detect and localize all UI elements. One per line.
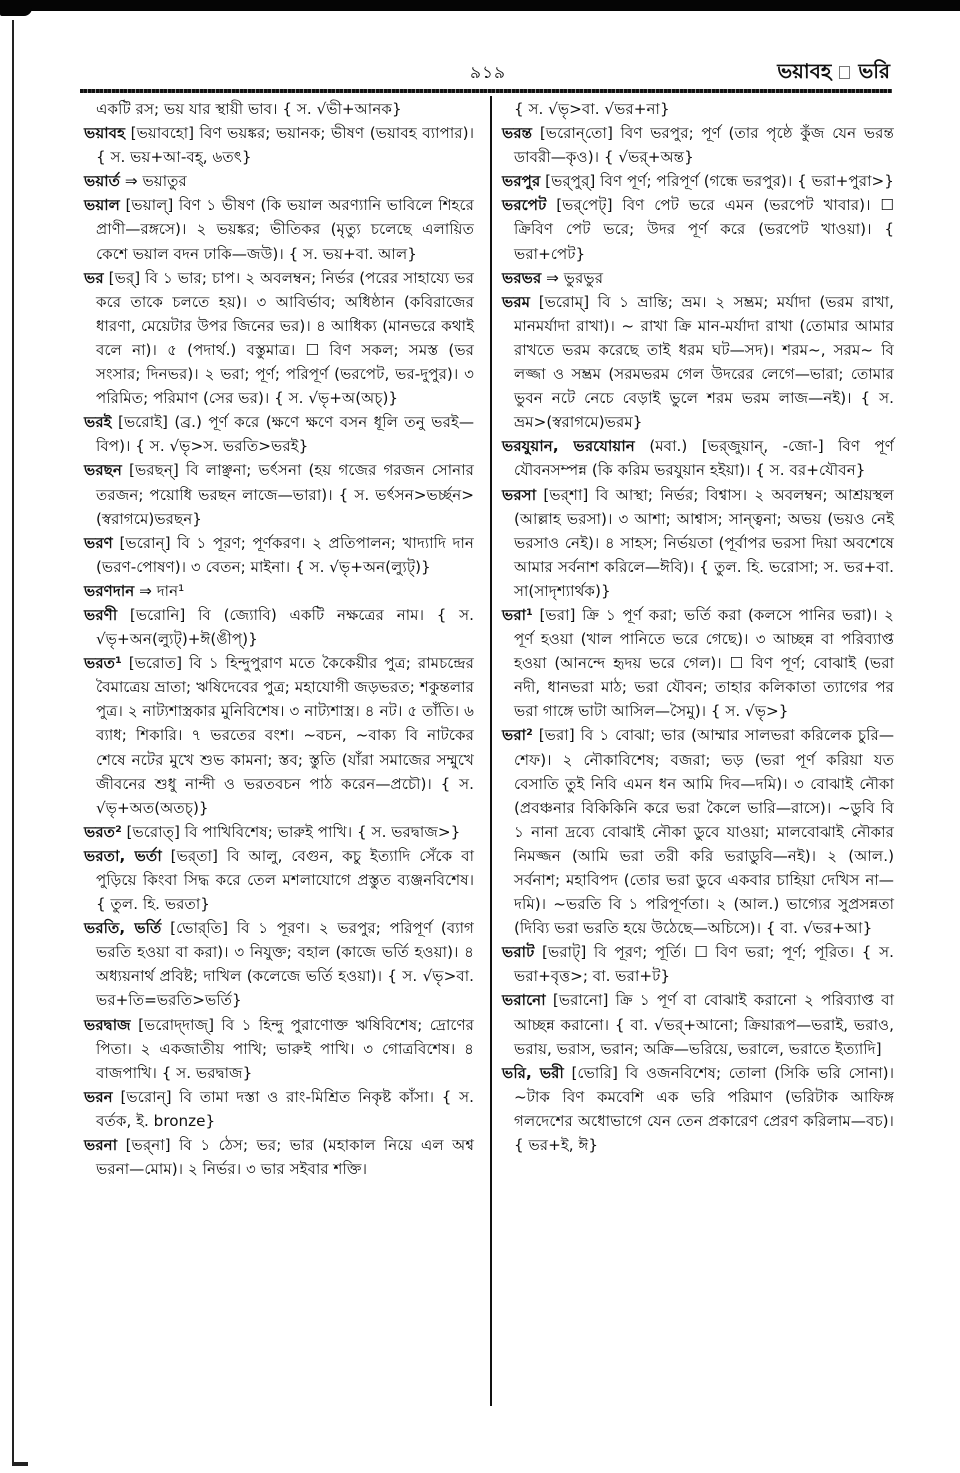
entry-definition: [ভর্‌শা] বি আস্থা; নির্ভর; বিশ্বাস। ২ অবলম্বন; আশ্রয়স্থল (আল্লাহ ভরসা)। ৩ আশা; আশ্বাস; সান্ত্বনা; অভয় (ভয়ও নেই ভরসাও নেই)। ৪ সাহস; নির্ভয়তা (পূর্বাপর ভরসা দিয়া অবশেষে আমার সর্বনাশ করিলে—ঈবি)। { তুল. হি. ভরোসা; স. ভর+বা. সা(সাদৃশ্যার্থক)}	[514, 485, 894, 600]
scan-corner-mark	[0, 0, 32, 16]
page-header	[0, 55, 960, 85]
entry-definition: [ভরানো] ক্রি ১ পূর্ণ বা বোঝাই করানো ২ পরিব্যাপ্ত বা আচ্ছন্ন করানো। { বা. √ভর্‌+আনো; ক্রিয়ারূপ—ভরাই, ভরাও, ভরায়, ভরাস, ভরান; অক্রি—ভরিয়ে, ভরালে, ভরাতে ইত্যাদি]	[514, 991, 894, 1058]
entry-definition: [ভর্‌] বি ১ ভার; চাপ। ২ অবলম্বন; নির্ভর (পরের সাহায্যে ভর করে তাকে চলতে হয়)। ৩ আবির্ভাব; অধিষ্ঠান (কবিরাজের ধারণা, মেয়েটার উপর জিনের ভর)। ৪ আধিক্য (মানভরে কথাই বলে না)। ৫ (পদার্থ.) বস্তুমাত্র। ☐ বিণ সকল; সমস্ত (ভর সংসার; দিনভর)। ২ ভরা; পূর্ণ; পরিপূর্ণ (ভরপেট, ভর-দুপুর)। ৩ পরিমিত; পরিমাণ (সের ভর)। { স. √ভৃ+অ(অচ্‌)}	[96, 268, 474, 408]
entry-headword: ভরা²	[502, 726, 533, 745]
entry-headword: ভরাট	[502, 943, 535, 962]
dictionary-entry	[84, 169, 474, 193]
entry-definition: ⇒ ভুরভুর	[546, 268, 604, 287]
dictionary-entry	[502, 290, 894, 435]
column-divider	[490, 96, 492, 1406]
guide-separator-icon	[839, 66, 850, 79]
running-head	[777, 57, 890, 90]
entry-headword: ভরণী	[84, 605, 118, 624]
entry-definition: [ভর্‌না] বি ১ ঠেস; ভর; ভার (মহাকাল নিয়ে এল অশ্ব ভরনা—মোম)। ২ নির্ভর। ৩ ভার সইবার শক্তি।	[96, 1136, 474, 1179]
dictionary-entry	[84, 1013, 474, 1085]
dictionary-entry	[84, 531, 474, 579]
dictionary-entry	[502, 266, 894, 290]
dictionary-entry	[502, 97, 894, 121]
dictionary-entry	[502, 434, 894, 482]
right-column	[502, 97, 894, 1157]
dictionary-entry	[502, 603, 894, 723]
entry-headword: ভরছন	[84, 461, 122, 480]
dictionary-entry	[84, 1085, 474, 1133]
dictionary-entry	[84, 844, 474, 916]
entry-definition: [ভর্‌পুর্‌] বিণ পূর্ণ; পরিপূর্ণ (গন্ধে ভরপুর)। { ভরা+পুরা>}	[545, 172, 894, 191]
dictionary-entry	[84, 266, 474, 411]
entry-headword: ভরপুর	[502, 172, 541, 191]
entry-headword: ভরণ	[84, 533, 113, 552]
header-rule	[80, 89, 892, 93]
entry-headword: ভরপেট	[502, 196, 547, 215]
entry-headword: ভরন্ত	[502, 124, 533, 143]
entry-definition: (মবা.) [ভর্‌জুয়ান্‌, -জো-] বিণ পূর্ণ যৌবনসম্পন্ন (কি করিম ভরযুয়ান হইয়া)। { স. বর+যৌবন}	[514, 437, 894, 480]
dictionary-entry	[502, 723, 894, 940]
dictionary-entry	[84, 916, 474, 1012]
entry-definition: [ভরোন্‌] বি তামা দস্তা ও রাং-মিশ্রিত নিকৃষ্ট কাঁসা। { স. বর্তক, ই. bronze}	[96, 1087, 474, 1130]
entry-headword: ভরত²	[84, 822, 122, 841]
entry-headword: ভয়াল	[84, 196, 120, 215]
entry-definition: [ভরা] বি ১ বোঝা; ভার (আম্মার সালভরা করিলেক চুরি—শেফ)। ২ নৌকাবিশেষ; বজরা; ভড় (ভরা পূর্ণ করিয়া যত বেসাতি তুই নিবি এমন ধন আমি দিব—দমি)। ৩ বোঝাই নৌকা (প্রবঞ্চনার বিকিকিনি করে ভরা কৈলে ভারি—রাসে)। ~ডুবি বি ১ নানা দ্রব্যে বোঝাই নৌকা ডুবে যাওয়া; মালবোঝাই নৌকার নিমজ্জন (আমি ভরা তরী করি ভরাডুবি—নই)। ২ (আল.) সর্বনাশ; মহাবিপদ (তোর ভরা ডুবে একবার চাহিয়া দেখিস না—দমি)। ~ভরতি বি ১ পরিপূর্ণতা। ২ (আল.) ভাগ্যের সুপ্রসন্নতা (দিব্যি ভরা ভরতি হয়ে উঠেছে—অচিসে)। { বা. √ভর+আ}	[514, 726, 895, 938]
entry-headword: ভরতি, ভর্তি	[84, 919, 162, 938]
entry-definition: [ভরোত্‌] বি পাখিবিশেষ; ভারুই পাখি। { স. ভরদ্বাজ>}	[126, 822, 461, 841]
entry-definition: [ভর্‌তা] বি আলু, বেগুন, কচু ইত্যাদি সেঁকে বা পুড়িয়ে কিংবা সিদ্ধ করে তেল মশলাযোগে প্রস্তুত ব্যঞ্জনবিশেষ। { তুল. হি. ভরতা}	[96, 846, 475, 914]
entry-headword: ভয়াবহ	[84, 124, 126, 143]
guide-word-first: ভয়াবহ	[777, 59, 832, 83]
page-number: ৯১৯	[470, 63, 507, 83]
entry-definition: [ভরোন্‌] বি ১ পূরণ; পূর্ণকরণ। ২ প্রতিপালন; খাদ্যাদি দান (ভরণ-পোষণ)। ৩ বেতন; মাইনা। { স. √ভৃ+অন(ল্যুট্‌)}	[96, 533, 474, 576]
entry-headword: ভরসা	[502, 485, 537, 504]
entry-headword: ভরভর	[502, 268, 542, 287]
entry-headword: ভরি, ভরী	[502, 1063, 564, 1082]
entry-headword: ভরা¹	[502, 605, 533, 624]
entry-definition: [ভরোদ্‌দাজ্‌] বি ১ হিন্দু পুরাণোক্ত ঋষিবিশেষ; দ্রোণের পিতা। ২ একজাতীয় পাখি; ভারুই পাখি। ৩ গোত্রবিশেষ। ৪ বাজপাখি। { স. ভরদ্বাজ}	[96, 1015, 475, 1082]
dictionary-entry	[502, 1061, 894, 1157]
entry-definition: [ভরোই] (ব্র.) পূর্ণ করে (ক্ষণে ক্ষণে বসন ধূলি তনু ভরই—বিপ)। { স. √ভৃ>স. ভরতি>ভরই}	[96, 413, 475, 456]
entry-definition: [ভয়াল্‌] বিণ ১ ভীষণ (কি ভয়াল অরণ্যানি ভাবিলে শিহরে প্রাণী—রঙ্গসে)। ২ ভয়ঙ্কর; ভীতিকর (মৃত্যু চলেছে এলায়িত কেশে ভয়াল বদন ঢাকি—জউ)। { স. ভয়+বা. আল}	[96, 196, 474, 263]
dictionary-entry	[84, 579, 474, 603]
entry-headword: ভরদ্বাজ	[84, 1015, 131, 1034]
dictionary-entry	[502, 121, 894, 169]
entry-headword: ভরণদান	[84, 581, 135, 600]
dictionary-entry	[502, 169, 894, 193]
entry-definition: ⇒ দান¹	[139, 581, 185, 600]
dictionary-entry	[84, 651, 474, 820]
entry-definition: [ভরোনি] বি (জ্যোবি) একটি নক্ষত্রের নাম। { স. √ভৃ+অন(ল্যুট্‌)+ঈ(ঙীপ্‌)}	[96, 605, 474, 649]
entry-headword: ভরই	[84, 413, 112, 432]
entry-headword: ভরানো	[502, 991, 546, 1010]
dictionary-entry	[502, 483, 894, 603]
entry-definition: [ভরাট্‌] বি পূরণ; পূর্তি। ☐ বিণ ভরা; পূর্ণ; পূরিত। { স. ভরা+বৃত্ত>; বা. ভরা+ট}	[514, 943, 895, 986]
dictionary-entry	[84, 458, 474, 530]
dictionary-entry	[84, 410, 474, 458]
entry-headword: ভরনা	[84, 1136, 118, 1155]
dictionary-entry	[84, 1133, 474, 1181]
dictionary-entry	[84, 820, 474, 844]
dictionary-entry	[502, 988, 894, 1060]
entry-definition: [ভর্‌পেট্‌] বিণ পেট ভরে এমন (ভরপেট খাবার)। ☐ ক্রিবিণ পেট ভরে; উদর পূর্ণ করে (ভরপেট খাওয়া)। { ভরা+পেট}	[514, 196, 894, 263]
dictionary-entry	[84, 603, 474, 651]
entry-definition: [ভোর্‌তি] বি ১ পূরণ। ২ ভরপুর; পরিপূর্ণ (ব্যাগ ভরতি হওয়া বা করা)। ৩ নিযুক্ত; বহাল (কাজে ভর্তি হওয়া)। ৪ অধ্যয়নার্থ প্রবিষ্ট; দাখিল (কলেজে ভর্তি হওয়া)। { স. √ভৃ>বা. ভর+তি=ভরতি>ভর্তি}	[96, 919, 474, 1010]
scan-top-border	[0, 0, 960, 11]
entry-headword: ভরম	[502, 292, 531, 311]
entry-definition: [ভরোত] বি ১ হিন্দুপুরাণ মতে কৈকেয়ীর পুত্র; রামচন্দ্রের বৈমাত্রেয় ভ্রাতা; ঋষিদেবের পুত্র; মহাযোগী জড়ভরত; শকুন্তলার পুত্র। ২ নাট্যশাস্ত্রকার মুনিবিশেষ। ৩ নাট্যশাস্ত্র। ৪ নট। ৫ তাঁতি। ৬ ব্যাধ; শিকারি। ৭ ভরতের বংশ। ~বচন, ~বাক্য বি নাটকের শেষে নটের মুখে শুভ কামনা; স্তব; স্তুতি (যাঁরা সমাজের সম্মুখে জীবনের শুধু নান্দী ও ভরতবচন পাঠ করেন—প্রচৌ)। { স. √ভৃ+অত(অতচ্‌)}	[96, 654, 475, 817]
entry-headword: ভয়ার্ত	[84, 172, 121, 191]
dictionary-entry	[84, 121, 474, 169]
dictionary-entry	[84, 193, 474, 265]
entry-headword: ভরত¹	[84, 654, 122, 673]
entry-definition: [ভরা] ক্রি ১ পূর্ণ করা; ভর্তি করা (কলসে পানির ভরা)। ২ পূর্ণ হওয়া (খাল পানিতে ভরে গেছে)। ৩ আচ্ছন্ন বা পরিব্যাপ্ত হওয়া (আনন্দে হৃদয় ভরে গেল)। ☐ বিণ পূর্ণ; বোঝাই (ভরা নদী, ধানভরা মাঠ; ভরা যৌবন; তাহার কলিকাতা ত্যাগের পর ভরা গাঙ্গে ভাটা আসিল—সৈমু)। { স. √ভৃ>}	[514, 605, 894, 721]
page-left-edge	[12, 20, 14, 1465]
entry-definition: একটি রস; ভয় যার স্থায়ী ভাব। { স. √ভী+আনক}	[96, 100, 402, 118]
left-column	[84, 97, 474, 1181]
guide-word-last: ভরি	[858, 59, 890, 83]
entry-headword: ভরন	[84, 1087, 113, 1106]
entry-definition: [ভরছন্‌] বি লাঞ্ছনা; ভর্ৎসনা (হয় গজের গরজন সোনার তরজন; পয়োধি ভরছন লাজে—ভারা)। { স. ভর্ৎসন>ভর্চ্ছন>(স্বরাগমে)ভরছন}	[96, 461, 474, 528]
entry-headword: ভরতা, ভর্তা	[84, 846, 162, 865]
entry-definition: [ভয়াবহো] বিণ ভয়ঙ্কর; ভয়ানক; ভীষণ (ভয়াবহ ব্যাপার)। { স. ভয়+আ-বহ্‌, ৬তৎ}	[96, 124, 474, 167]
entry-headword: ভর	[84, 268, 104, 287]
entry-definition: [ভোরি] বি ওজনবিশেষ; তোলা (সিকি ভরি সোনা)। ~টাক বিণ কমবেশি এক ভরি পরিমাণ (ভরিটাক আফিঙ্গ গলদেশের অধোভাগে যেন তেন প্রকারেণ প্রেরণ করিলাম—বচ)। { ভর+ই, ঈ}	[514, 1063, 894, 1155]
dictionary-entry	[84, 97, 474, 121]
entry-definition: { স. √ভৃ>বা. √ভর+না}	[514, 100, 670, 118]
dictionary-entry	[502, 193, 894, 265]
page-corner-mark	[12, 1462, 28, 1466]
entry-definition: [ভরোন্‌তো] বিণ ভরপুর; পূর্ণ (তার পৃষ্ঠে কুঁজ যেন ভরন্ত ডাবরী—কৃও)। { √ভর্‌+অন্ত}	[514, 124, 894, 167]
entry-headword: ভরযুয়ান, ভরযোয়ান	[502, 437, 635, 456]
entry-definition: [ভরোম্‌] বি ১ ভ্রান্তি; ভ্রম। ২ সম্ভ্রম; মর্যাদা (ভরম রাখা, মানমর্যাদা রাখা)। ~ রাখা ক্রি মান-মর্যাদা রাখা (তোমার আমার রাখতে ভরম করেছে তাই ধরম ঘট—সদ)। শরম~, সরম~ বি লজ্জা ও সম্ভ্রম (সরমভরম গেল উদরের লেগে—ভারা; তোমার ভুবন নটে নেচে বেড়াই ভুলে শরম ভরম লাজ—নই)। { স. ভ্রম>(স্বরাগমে)ভরম}	[514, 292, 894, 432]
entry-definition: ⇒ ভয়াতুর	[124, 172, 187, 191]
dictionary-entry	[502, 940, 894, 988]
